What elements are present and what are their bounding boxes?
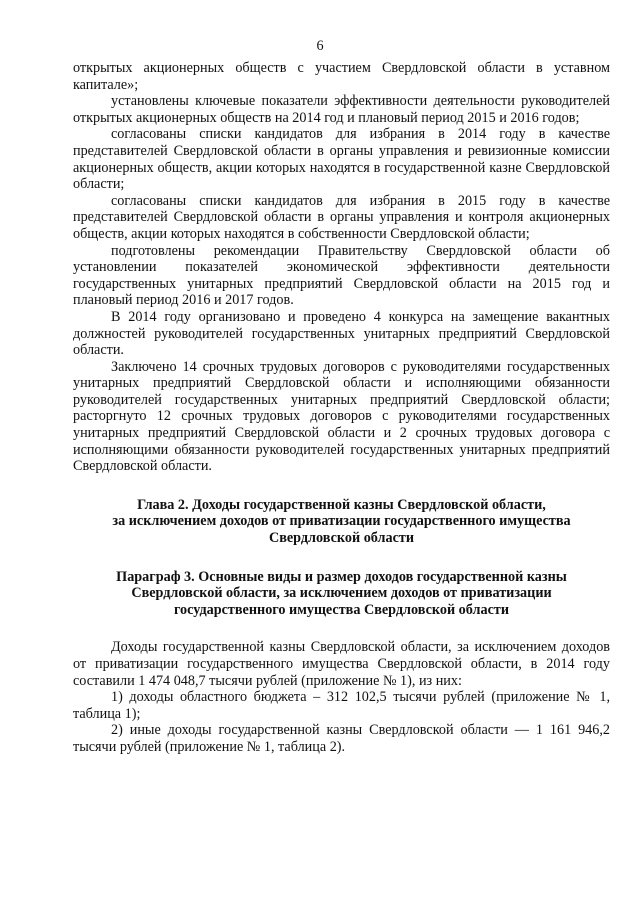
paragraph-heading-line: Свердловской области, за исключением доходов от приватизации — [131, 585, 552, 602]
body-paragraph: установлены ключевые показатели эффективности деятельности руководителей открытых акционерных обществ на 2014 год и плановый период 2015 и 2016 годов; — [73, 93, 610, 126]
chapter-heading — [73, 497, 610, 547]
body-paragraph: открытых акционерных обществ с участием Свердловской области в уставном капитале»; — [73, 60, 610, 93]
body-paragraph: Заключено 14 срочных трудовых договоров с руководителями государственных унитарных предприятий Свердловской области и исполняющими обязанности руководителей государственных унитарных предприятий Свердловской области; расторгнуто 12 срочных трудовых договоров с руководителями государственных унитарных предприятий Свердловской области и 2 срочных трудовых договора с исполняющими обязанности руководителей государственных унитарных предприятий Свердловской области. — [73, 358, 610, 475]
page-number: 6 — [316, 38, 324, 54]
document-body — [73, 60, 610, 756]
body-paragraph: Доходы государственной казны Свердловской области, за исключением доходов от приватизации государственного имущества Свердловской области, в 2014 году составили 1 474 048,7 тысячи рублей (приложение № 1), из них: — [73, 639, 610, 689]
body-paragraph: подготовлены рекомендации Правительству Свердловской области об установлении показателей экономической эффективности деятельности государственных унитарных предприятий Свердловской области на 2015 год и плановый период 2016 и 2017 годов. — [73, 242, 610, 309]
paragraph-heading-line: государственного имущества Свердловской области — [173, 601, 510, 618]
body-paragraph: согласованы списки кандидатов для избрания в 2014 году в качестве представителей Свердловской области в органы управления и ревизионные комиссии акционерных обществ, акции которых находятся в государственной казне Свердловской области; — [73, 126, 610, 193]
body-paragraph: согласованы списки кандидатов для избрания в 2015 году в качестве представителей Свердловской области в органы управления и контроля акционерных обществ, акции которых находятся в собственности Свердловской области; — [73, 192, 610, 242]
chapter-heading-line: за исключением доходов от приватизации государственного имущества — [112, 513, 571, 530]
chapter-heading-line: Свердловской области — [268, 530, 415, 547]
paragraph-heading-line: Параграф 3. Основные виды и размер доходов государственной казны — [116, 568, 567, 585]
body-paragraph: В 2014 году организовано и проведено 4 конкурса на замещение вакантных должностей руководителей государственных унитарных предприятий Свердловской области. — [73, 308, 610, 359]
body-paragraph: 1) доходы областного бюджета – 312 102,5 тысячи рублей (приложение № 1, таблица 1); — [73, 689, 610, 722]
paragraph-heading — [73, 569, 610, 619]
body-paragraph: 2) иные доходы государственной казны Свердловской области — 1 161 946,2 тысячи рублей (приложение № 1, таблица 2). — [73, 722, 610, 755]
chapter-heading-line: Глава 2. Доходы государственной казны Свердловской области, — [137, 496, 546, 513]
